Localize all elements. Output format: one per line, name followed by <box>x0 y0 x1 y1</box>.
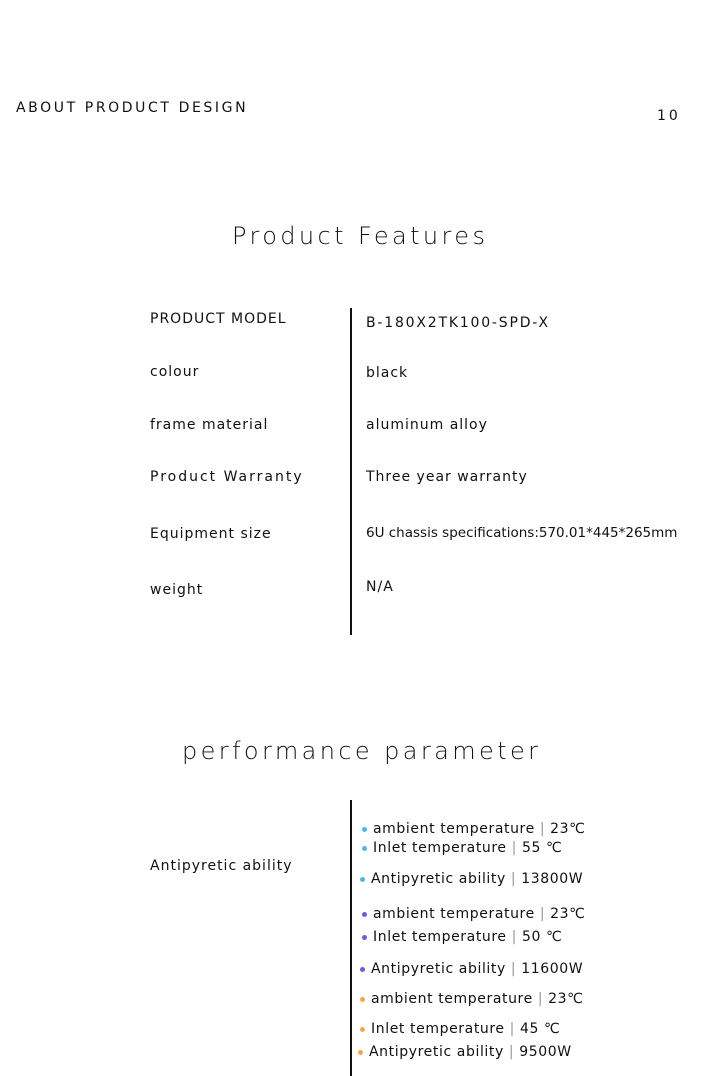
perf-item <box>358 1044 572 1060</box>
bullet-dot-icon <box>358 1050 363 1055</box>
bullet-dot-icon <box>362 827 367 832</box>
perf-item-text: Antipyretic ability <box>371 961 506 977</box>
perf-item-text: Inlet temperature <box>373 929 507 945</box>
bullet-dot-icon <box>362 935 367 940</box>
label-product-model: PRODUCT MODEL <box>150 311 287 327</box>
perf-item <box>360 961 583 977</box>
perf-item-separator: | <box>510 871 517 887</box>
label-colour: colour <box>150 364 200 380</box>
perf-item <box>362 906 586 922</box>
features-divider <box>350 308 352 635</box>
perf-item <box>362 929 562 945</box>
perf-item-value: 23℃ <box>550 821 586 837</box>
bullet-dot-icon <box>362 912 367 917</box>
perf-item-separator: | <box>511 929 517 945</box>
product-features-title: Product Features <box>232 222 489 250</box>
perf-item-text: ambient temperature <box>373 821 535 837</box>
label-antipyretic-ability: Antipyretic ability <box>150 858 293 874</box>
performance-parameter-title: performance parameter <box>182 737 542 765</box>
perf-item-text: ambient temperature <box>373 906 535 922</box>
perf-item-separator: | <box>539 906 546 922</box>
perf-item-value: 23℃ <box>550 906 586 922</box>
perf-item-text: Inlet temperature <box>371 1021 505 1037</box>
value-product-warranty: Three year warranty <box>366 469 528 485</box>
bullet-dot-icon <box>360 967 365 972</box>
section-header-label: ABOUT PRODUCT DESIGN <box>16 100 249 116</box>
page-number: 10 <box>657 108 681 124</box>
perf-item-text: Antipyretic ability <box>369 1044 504 1060</box>
value-product-model: B-180X2TK100-SPD-X <box>366 315 550 331</box>
performance-divider <box>350 800 352 1076</box>
perf-item-value: 55 ℃ <box>521 840 563 856</box>
perf-item-value: 45 ℃ <box>519 1021 561 1037</box>
perf-item-separator: | <box>539 821 546 837</box>
perf-item-text: Antipyretic ability <box>371 871 506 887</box>
value-frame-material: aluminum alloy <box>366 417 488 433</box>
perf-item-value: 23℃ <box>548 991 584 1007</box>
perf-item-text: ambient temperature <box>371 991 533 1007</box>
bullet-dot-icon <box>360 1027 365 1032</box>
bullet-dot-icon <box>362 846 367 851</box>
perf-item <box>362 840 562 856</box>
perf-item-value: 11600W <box>521 961 584 977</box>
label-frame-material: frame material <box>150 417 269 433</box>
perf-item-separator: | <box>537 991 544 1007</box>
perf-item-separator: | <box>509 1021 515 1037</box>
value-equipment-size: 6U chassis specifications:570.01*445*265mm <box>366 525 678 541</box>
label-equipment-size: Equipment size <box>150 526 272 542</box>
perf-item-value: 13800W <box>521 871 584 887</box>
value-weight: N/A <box>366 579 394 595</box>
perf-item <box>360 871 583 887</box>
perf-item-text: Inlet temperature <box>373 840 507 856</box>
label-product-warranty: Product Warranty <box>150 469 304 485</box>
perf-item <box>362 821 586 837</box>
perf-item <box>360 991 584 1007</box>
perf-item-value: 9500W <box>519 1044 572 1060</box>
perf-item <box>360 1021 560 1037</box>
perf-item-separator: | <box>511 840 517 856</box>
perf-item-value: 50 ℃ <box>521 929 563 945</box>
bullet-dot-icon <box>360 877 365 882</box>
value-colour: black <box>366 365 409 381</box>
bullet-dot-icon <box>360 997 365 1002</box>
label-weight: weight <box>150 582 204 598</box>
perf-item-separator: | <box>510 961 517 977</box>
perf-item-separator: | <box>508 1044 515 1060</box>
